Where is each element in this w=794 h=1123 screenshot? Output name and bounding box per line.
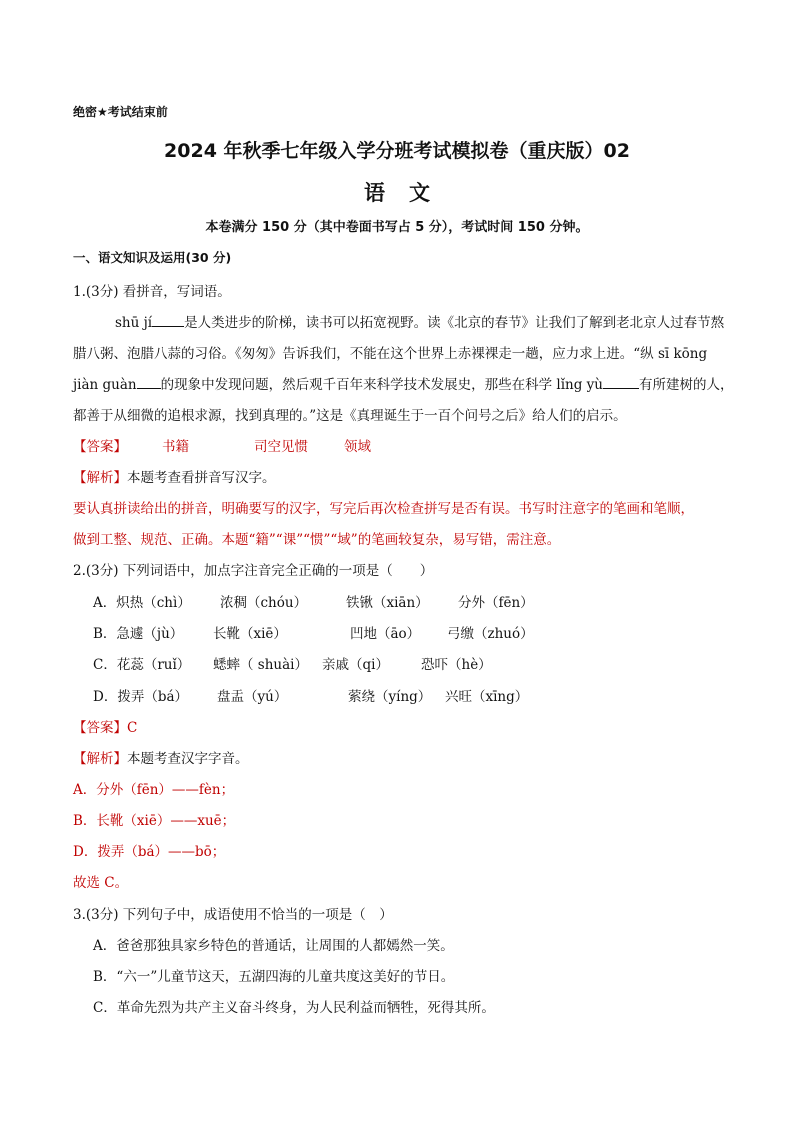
q1-stem: 1.(3分) 看拼音，写词语。 bbox=[73, 284, 231, 300]
q1-answer-2: 司空见惯 bbox=[254, 439, 308, 455]
answer-blank-1 bbox=[152, 314, 184, 327]
q1-text: 的现象中发现问题，然后观千百年来科学技术发展史，那些在科学 lǐng yù bbox=[160, 377, 603, 393]
q1-answer-1: 书籍 bbox=[162, 439, 189, 455]
q1-analysis-line-2: 做到工整、规范、正确。本题“籍”“课”“惯”“域”的笔画较复杂，易写错，需注意。 bbox=[73, 532, 561, 548]
q2-option-c-2: 蟋蟀（ shuài） bbox=[213, 657, 308, 673]
exam-note: 本卷满分 150 分（其中卷面书写占 5 分），考试时间 150 分钟。 bbox=[205, 220, 589, 235]
q2-option-d-4: 兴旺（xīng） bbox=[445, 689, 529, 705]
exam-title: 2024 年秋季七年级入学分班考试模拟卷（重庆版）02 bbox=[164, 140, 630, 162]
analysis-tag: 【解析】 bbox=[73, 751, 127, 767]
q1-analysis-row bbox=[73, 466, 276, 486]
analysis-head: 本题考查看拼音写汉字。 bbox=[127, 470, 276, 486]
answer-tag: 【答案】 bbox=[73, 720, 127, 736]
q2-option-a-4: 分外（fēn） bbox=[458, 595, 534, 611]
pinyin-jianguan: jiàn guàn bbox=[73, 377, 137, 393]
q2-option-d-2: 盘盂（yú） bbox=[217, 689, 288, 705]
answer-blank-2 bbox=[137, 376, 161, 389]
q1-text: 是人类进步的阶梯，读书可以拓宽视野。读《北京的春节》让我们了解到老北京人过春节熬 bbox=[184, 315, 725, 331]
q2-option-d-1: D．拨弄（bá） bbox=[93, 689, 189, 705]
q2-option-a-2: 浓稠（chóu） bbox=[220, 595, 308, 611]
q3-option-a: A．爸爸那独具家乡特色的普通话，让周围的人都嫣然一笑。 bbox=[93, 938, 454, 954]
q1-answer-row bbox=[73, 435, 127, 455]
q1-paragraph-line-3 bbox=[73, 373, 734, 393]
q2-option-c-1: C．花蕊（ruǐ） bbox=[93, 657, 191, 673]
q2-conclusion: 故选 C。 bbox=[73, 875, 129, 891]
q1-answer-3: 领域 bbox=[344, 439, 371, 455]
q1-paragraph-line-4: 都善于从细微的追根求源，找到真理的。”这是《真理诞生于一百个问号之后》给人们的启示。 bbox=[73, 408, 627, 424]
subject-heading bbox=[0, 177, 794, 207]
q2-option-b-1: B．急遽（jù） bbox=[93, 626, 184, 642]
section-heading: 一、语文知识及运用(30 分) bbox=[73, 250, 232, 265]
q2-answer: C bbox=[127, 720, 138, 736]
q2-option-a-3: 铁锹（xiān） bbox=[346, 595, 429, 611]
q2-analysis-row bbox=[73, 747, 249, 767]
q2-option-b-2: 长靴（xiē） bbox=[213, 626, 287, 642]
q1-analysis-line-1: 要认真拼读给出的拼音，明确要写的汉字，写完后再次检查拼写是否有误。书写时注意字的笔画和笔顺， bbox=[73, 501, 694, 517]
answer-blank-3 bbox=[603, 376, 639, 389]
subject-char-2: 文 bbox=[409, 181, 430, 205]
q2-analysis-line-b: B．长靴（xiē）——xuē； bbox=[73, 813, 236, 829]
q1-paragraph-line-1 bbox=[115, 311, 724, 331]
pinyin-shuji: shū jí bbox=[115, 315, 153, 331]
q2-answer-row bbox=[73, 716, 137, 736]
q3-stem: 3.(3分) 下列句子中，成语使用不恰当的一项是（ ） bbox=[73, 907, 393, 923]
q2-analysis-line-a: A．分外（fēn）——fèn； bbox=[73, 782, 235, 798]
q3-option-b: B．“六一”儿童节这天，五湖四海的儿童共度这美好的节日。 bbox=[93, 969, 455, 985]
q2-option-a-1: A．炽热（chì） bbox=[93, 595, 191, 611]
q2-option-b-4: 弓缴（zhuó） bbox=[447, 626, 534, 642]
q1-text: 有所建树的人， bbox=[639, 377, 734, 393]
answer-tag: 【答案】 bbox=[73, 439, 127, 455]
analysis-head: 本题考查汉字字音。 bbox=[127, 751, 249, 767]
confidential-label: 绝密★考试结束前 bbox=[73, 105, 168, 119]
q2-analysis-line-d: D．拨弄（bá）——bō； bbox=[73, 844, 226, 860]
analysis-tag: 【解析】 bbox=[73, 470, 127, 486]
q2-option-b-3: 凹地（āo） bbox=[350, 626, 421, 642]
q2-option-c-3: 亲戚（qi） bbox=[322, 657, 389, 673]
q1-paragraph-line-2: 腊八粥、泡腊八蒜的习俗。《匆匆》告诉我们，不能在这个世界上赤裸裸走一趟，应力求上进。“纵 sī kōng bbox=[73, 346, 708, 362]
q2-option-d-3: 萦绕（yíng） bbox=[348, 689, 432, 705]
q2-option-c-4: 恐吓（hè） bbox=[421, 657, 492, 673]
q3-option-c: C．革命先烈为共产主义奋斗终身，为人民利益而牺牲，死得其所。 bbox=[93, 1000, 495, 1016]
subject-char-1: 语 bbox=[364, 181, 385, 205]
q2-stem: 2.(3分) 下列词语中，加点字注音完全正确的一项是（ ） bbox=[73, 563, 434, 579]
